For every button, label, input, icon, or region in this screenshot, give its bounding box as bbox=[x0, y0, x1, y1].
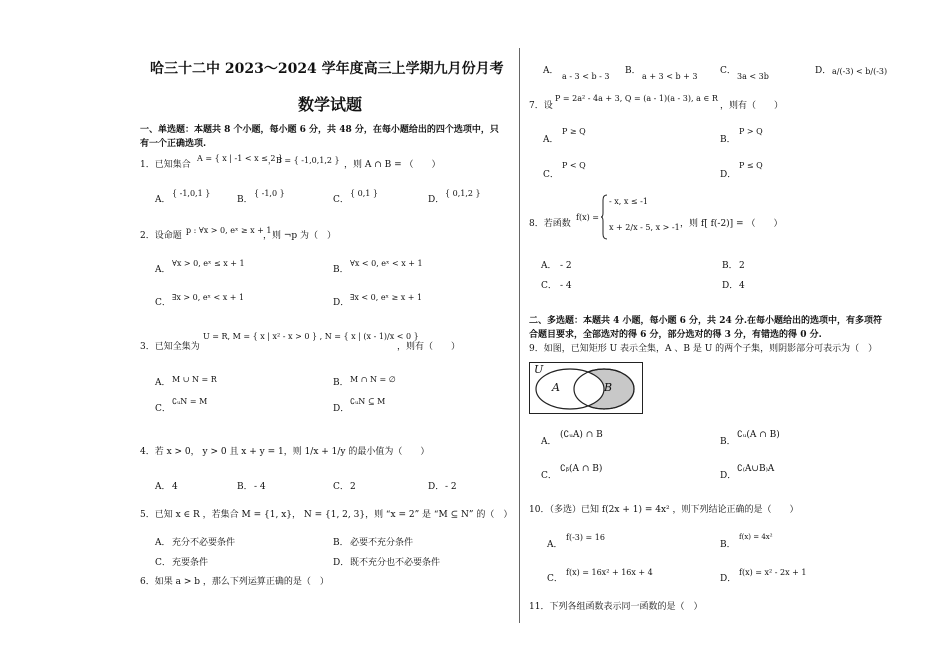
q8-function: f(x) = bbox=[576, 213, 599, 222]
column-divider bbox=[519, 48, 520, 623]
q6-option-a-label: A． bbox=[543, 66, 559, 76]
q7-option-b-label: B． bbox=[720, 135, 736, 145]
q8-option-d-label: D． bbox=[722, 281, 739, 291]
q10-option-c-label: C． bbox=[547, 574, 563, 584]
exam-subtitle: 数学试题 bbox=[298, 95, 363, 114]
q8-option-b-label: B． bbox=[722, 261, 738, 271]
section2-heading-line2: 合题目要求，全部选对的得 6 分，部分选对的得 3 分，有错选的得 0 分. bbox=[529, 330, 822, 340]
section1-heading-line1: 一、单选题：本题共 8 个小题，每小题 6 分，共 48 分，在每小题给出的四个选项中，只 bbox=[140, 125, 499, 135]
q6-option-c-label: C． bbox=[720, 66, 736, 76]
q1-option-d: { 0,1,2 } bbox=[445, 189, 481, 198]
q3-option-b: M ∩ N = ∅ bbox=[350, 375, 396, 384]
q10-option-b: f(x) = 4x² bbox=[739, 533, 773, 541]
q9-option-d: ∁₍A∪B₎A bbox=[737, 464, 775, 474]
q3-option-a-label: A． bbox=[155, 378, 171, 388]
q8-option-d: 4 bbox=[739, 281, 745, 291]
q2-proposition: p : ∀x > 0, eˣ ≥ x + 1 bbox=[186, 226, 272, 235]
q7-option-a: P ≥ Q bbox=[562, 127, 586, 136]
q9-option-b-label: B． bbox=[720, 437, 736, 447]
q10-option-a: f(-3) = 16 bbox=[566, 533, 605, 542]
q4-option-d-label: D． bbox=[428, 482, 445, 492]
q2-option-c-label: C． bbox=[155, 298, 171, 308]
venn-label-b: B bbox=[604, 381, 613, 394]
q2-option-a-label: A． bbox=[155, 265, 171, 275]
q3-suffix: ，则有（ ） bbox=[397, 342, 461, 352]
q9-option-b: ∁ᵤ(A ∩ B) bbox=[737, 430, 780, 440]
q2-option-b: ∀x < 0, eˣ < x + 1 bbox=[350, 259, 423, 268]
q8-option-c-label: C． bbox=[541, 281, 557, 291]
q9-option-d-label: D． bbox=[720, 471, 737, 481]
q3-option-d: ∁ᵤN ⊆ M bbox=[350, 397, 386, 406]
q5-text: 5．已知 x ∈ R ，若集合 M = {1, x}， N = {1, 2, 3}，则 “x = 2” 是 “M ⊆ N” 的（ ） bbox=[140, 510, 513, 520]
q9-option-a: (∁ᵤA) ∩ B bbox=[560, 430, 603, 440]
q4-option-a: 4 bbox=[172, 482, 178, 492]
q9-option-c: ∁ᵦ(A ∩ B) bbox=[560, 464, 603, 474]
q5-option-a: 充分不必要条件 bbox=[172, 538, 236, 548]
q6-text: 6．如果 a > b ，那么下列运算正确的是（ ） bbox=[140, 577, 329, 587]
q1-suffix: ，则 A ∩ B = （ ） bbox=[344, 160, 441, 170]
q10-option-c: f(x) = 16x² + 16x + 4 bbox=[566, 568, 653, 577]
section2-heading-line1: 二、多选题：本题共 4 小题，每小题 6 分，共 24 分.在每小题给出的选项中，有多项符 bbox=[529, 316, 882, 326]
venn-svg bbox=[530, 363, 642, 413]
venn-label-u: U bbox=[534, 363, 544, 376]
venn-set-a bbox=[536, 369, 604, 409]
q3-prefix: 3．已知全集为 bbox=[140, 342, 200, 352]
q1-option-c-label: C． bbox=[333, 195, 349, 205]
q8-case2: x + 2/x - 5, x > -1 bbox=[609, 223, 680, 232]
q3-option-c-label: C． bbox=[155, 404, 171, 414]
q1-option-a-label: A． bbox=[155, 195, 171, 205]
q5-option-c: 充要条件 bbox=[172, 558, 209, 568]
q8-prefix: 8．若函数 bbox=[529, 219, 571, 229]
q3-sets: U = R, M = { x | x² - x > 0 } , N = { x | (x - 1)/x < 0 } bbox=[203, 332, 419, 341]
q7-option-d-label: D． bbox=[720, 170, 737, 180]
q3-option-a: M ∪ N = R bbox=[172, 375, 217, 384]
q10-option-d: f(x) = x² - 2x + 1 bbox=[739, 568, 807, 577]
q9-option-c-label: C． bbox=[541, 471, 557, 481]
q6-option-a: a - 3 < b - 3 bbox=[562, 72, 610, 81]
q4-option-c-label: C． bbox=[333, 482, 349, 492]
q9-option-a-label: A． bbox=[541, 437, 557, 447]
q5-option-c-label: C． bbox=[155, 558, 171, 568]
q6-option-b-label: B． bbox=[625, 66, 641, 76]
q4-option-d: - 2 bbox=[445, 482, 457, 492]
q8-suffix: ，则 f[ f(-2)] = （ ） bbox=[680, 219, 783, 229]
q1-option-a: { -1,0,1 } bbox=[172, 189, 211, 198]
q8-option-c: - 4 bbox=[560, 281, 572, 291]
q2-prefix: 2．设命题 bbox=[140, 231, 182, 241]
q2-option-c: ∃x > 0, eˣ < x + 1 bbox=[172, 293, 245, 302]
q2-option-d-label: D． bbox=[333, 298, 350, 308]
q10-option-a-label: A． bbox=[547, 540, 563, 550]
q1-option-c: { 0,1 } bbox=[350, 189, 378, 198]
q1-option-b: { -1,0 } bbox=[254, 189, 285, 198]
q10-option-b-label: B． bbox=[720, 540, 736, 550]
venn-diagram bbox=[529, 362, 643, 414]
q7-prefix: 7．设 bbox=[529, 101, 553, 111]
q7-option-b: P > Q bbox=[739, 127, 763, 136]
q5-option-b: 必要不充分条件 bbox=[350, 538, 414, 548]
q8-option-a-label: A． bbox=[541, 261, 557, 271]
q4-option-c: 2 bbox=[350, 482, 356, 492]
q7-option-c-label: C． bbox=[543, 170, 559, 180]
q6-option-c: 3a < 3b bbox=[737, 72, 769, 81]
q2-option-a: ∀x > 0, eˣ ≤ x + 1 bbox=[172, 259, 245, 268]
q5-option-d: 既不充分也不必要条件 bbox=[350, 558, 441, 568]
q1-option-d-label: D． bbox=[428, 195, 445, 205]
q8-brace bbox=[600, 194, 608, 240]
q10-option-d-label: D． bbox=[720, 574, 737, 584]
q2-suffix: ，则 ¬p 为（ ） bbox=[263, 231, 337, 241]
q4-option-b: - 4 bbox=[254, 482, 266, 492]
q6-option-b: a + 3 < b + 3 bbox=[642, 72, 698, 81]
q5-option-d-label: D． bbox=[333, 558, 350, 568]
q1-option-b-label: B． bbox=[237, 195, 253, 205]
q7-expression: P = 2a² - 4a + 3, Q = (a - 1)(a - 3), a ∈ R bbox=[555, 94, 718, 103]
q8-option-b: 2 bbox=[739, 261, 745, 271]
q4-option-b-label: B． bbox=[237, 482, 253, 492]
q2-option-d: ∃x < 0, eˣ ≥ x + 1 bbox=[350, 293, 423, 302]
q3-option-c: ∁ᵤN = M bbox=[172, 397, 208, 406]
q5-option-a-label: A． bbox=[155, 538, 171, 548]
q1-prefix: 1．已知集合 bbox=[140, 160, 191, 170]
q1-set-b: ，B = { -1,0,1,2 } bbox=[268, 156, 340, 165]
q1-set-a: A = { x | -1 < x ≤ 2 } bbox=[197, 154, 284, 163]
q8-case1: - x, x ≤ -1 bbox=[609, 197, 648, 206]
q6-option-d-label: D． bbox=[815, 66, 832, 76]
q7-option-c: P < Q bbox=[562, 161, 586, 170]
q3-option-d-label: D． bbox=[333, 404, 350, 414]
q3-option-b-label: B． bbox=[333, 378, 349, 388]
q4-option-a-label: A． bbox=[155, 482, 171, 492]
q10-text: 10．（多选）已知 f(2x + 1) = 4x² ，则下列结论正确的是（ ） bbox=[529, 505, 799, 515]
q4-text: 4．若 x > 0， y > 0 且 x + y = 1，则 1/x + 1/y 的最小值为（ ） bbox=[140, 447, 430, 457]
q11-text: 11．下列各组函数表示同一函数的是（ ） bbox=[529, 602, 703, 612]
q9-text: 9．如图，已知矩形 U 表示全集，A 、B 是 U 的两个子集，则阴影部分可表示为（ ） bbox=[529, 344, 878, 354]
q2-option-b-label: B． bbox=[333, 265, 349, 275]
section1-heading-line2: 有一个正确选项. bbox=[140, 139, 207, 149]
venn-label-a: A bbox=[552, 381, 560, 394]
q7-option-d: P ≤ Q bbox=[739, 161, 763, 170]
q7-option-a-label: A． bbox=[543, 135, 559, 145]
q8-option-a: - 2 bbox=[560, 261, 572, 271]
exam-title: 哈三十二中 2023～2024 学年度高三上学期九月份月考 bbox=[150, 61, 504, 77]
q7-suffix: ，则有（ ） bbox=[720, 101, 784, 111]
q5-option-b-label: B． bbox=[333, 538, 349, 548]
q6-option-d: a/(-3) < b/(-3) bbox=[832, 67, 888, 76]
